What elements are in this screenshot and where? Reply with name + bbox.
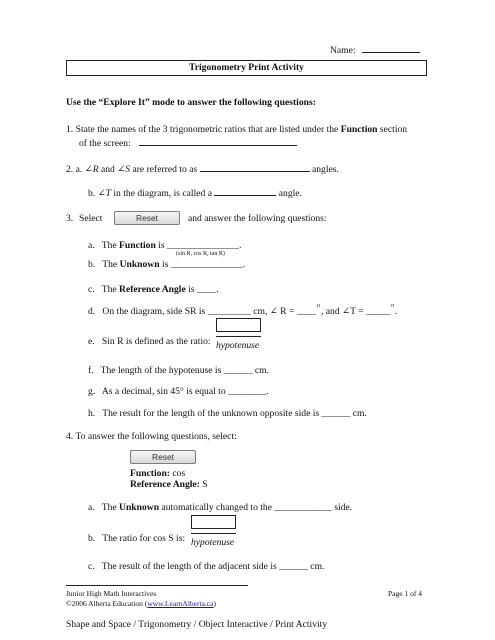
question-1 xyxy=(66,124,407,136)
q3a-post: is _______________. xyxy=(155,240,242,251)
q2b-angle-t: ∠T xyxy=(97,188,111,199)
q4-function-value: cos xyxy=(172,468,186,479)
q4-function-label: Function: xyxy=(130,468,170,479)
q4a xyxy=(88,502,352,514)
name-field xyxy=(330,43,420,57)
q3c xyxy=(88,284,219,296)
q3b-label: b. xyxy=(88,259,96,270)
q4-ref-value: S xyxy=(202,479,208,490)
numerator-box-2[interactable] xyxy=(191,515,236,529)
question-3-number: 3. xyxy=(66,213,74,224)
degree-symbol: o xyxy=(316,303,320,309)
q1-text: State the names of the 3 trigonometric ratios that are listed under the xyxy=(75,124,341,135)
q3g-text: As a decimal, sin 45° is equal to ________. xyxy=(101,386,269,397)
q3c-post: is ____. xyxy=(185,284,219,295)
q3-hint: (sin R, cos R, tan R) xyxy=(176,251,225,257)
q3f-label: f. xyxy=(88,365,94,376)
q3h xyxy=(88,408,367,420)
q4b xyxy=(88,533,185,545)
q4-function xyxy=(130,468,185,480)
q3h-text: The result for the length of the unknown opposite side is ______ cm. xyxy=(102,408,367,419)
reset-button-2[interactable]: Reset xyxy=(130,450,196,464)
q2a-label: 2. a. xyxy=(66,164,83,175)
q4c xyxy=(88,561,324,573)
q3c-label: c. xyxy=(88,284,95,295)
name-label: Name: xyxy=(330,45,356,56)
footer-rule xyxy=(66,585,248,586)
q3-select-label: Select xyxy=(79,213,103,224)
fraction-line xyxy=(216,336,261,337)
q3e-denominator: hypotenuse xyxy=(216,340,260,351)
q3d-text-2: , and ∠T = _____ xyxy=(320,306,390,317)
q4-reference xyxy=(130,479,208,491)
q2b-blank[interactable] xyxy=(214,186,276,196)
q3e xyxy=(88,336,211,348)
q3a-label: a. xyxy=(88,240,95,251)
q1-number: 1. xyxy=(66,124,74,135)
q3d xyxy=(88,303,398,318)
degree-symbol: o xyxy=(390,303,394,309)
q3g-label: g. xyxy=(88,386,96,397)
q3b xyxy=(88,259,245,271)
q4a-post: automatically changed to the ____________ side. xyxy=(159,502,353,513)
question-4 xyxy=(66,431,237,443)
q2a-and: and xyxy=(98,164,118,175)
q1-bold: Function xyxy=(340,124,378,135)
q3c-bold: Reference Angle xyxy=(119,284,186,295)
question-1-line-2 xyxy=(79,136,297,150)
q3a-pre: The xyxy=(101,240,120,251)
q2b-text: in the diagram, is called a xyxy=(110,188,215,199)
q2a-blank[interactable] xyxy=(200,162,310,172)
instructions: Use the “Explore It” mode to answer the following questions: xyxy=(66,97,316,108)
q2a-end: angles. xyxy=(309,164,339,175)
page-number: Page 1 of 4 xyxy=(388,589,422,598)
q3d-end: . xyxy=(394,306,398,317)
q3e-label: e. xyxy=(88,336,95,347)
reset-button[interactable]: Reset xyxy=(114,211,180,225)
q1-text-cont: of the screen: xyxy=(79,138,131,149)
q3d-text: On the diagram, side SR is _________ cm, ∠ R = ____ xyxy=(102,306,316,317)
q3a xyxy=(88,240,241,252)
q2a-angle-s: ∠S xyxy=(117,164,131,175)
copyright-close: ) xyxy=(213,599,216,608)
numerator-box[interactable] xyxy=(216,318,261,332)
footer-org: Junior High Math Interactives xyxy=(66,589,157,598)
q4-ref-label: Reference Angle: xyxy=(130,479,200,490)
q2a-text: are referred to as xyxy=(130,164,200,175)
q3f-text: The length of the hypotenuse is ______ cm. xyxy=(100,365,270,376)
q4c-label: c. xyxy=(88,561,95,572)
q2b-end: angle. xyxy=(276,188,302,199)
q4b-text: The ratio for cos S is: xyxy=(102,533,186,544)
q3b-pre: The xyxy=(102,259,120,270)
q3b-bold: Unknown xyxy=(119,259,160,270)
q1-blank[interactable] xyxy=(139,136,297,146)
q3h-label: h. xyxy=(88,408,96,419)
name-blank[interactable] xyxy=(362,43,420,53)
learnalberta-link[interactable]: www.LearnAlberta.ca xyxy=(147,599,214,608)
q4-text: To answer the following questions, select: xyxy=(75,431,237,442)
q2a-angle-r: ∠R xyxy=(84,164,99,175)
q3-after-text: and answer the following questions: xyxy=(188,213,327,224)
footer-breadcrumb: Shape and Space / Trigonometry / Object Interactive / Print Activity xyxy=(66,619,328,630)
q3g xyxy=(88,386,269,398)
q3f xyxy=(88,365,269,377)
q3a-bold: Function xyxy=(119,240,156,251)
q3c-pre: The xyxy=(101,284,120,295)
copyright-text: ©2006 Alberta Education ( xyxy=(66,599,148,608)
q4a-bold: Unknown xyxy=(119,502,160,513)
question-2b xyxy=(88,186,302,200)
q4a-label: a. xyxy=(88,502,95,513)
q4b-label: b. xyxy=(88,533,96,544)
q2b-label: b. xyxy=(88,188,96,199)
q3e-text: Sin R is defined as the ratio: xyxy=(101,336,211,347)
page-title: Trigonometry Print Activity xyxy=(66,60,427,76)
fraction-line-2 xyxy=(191,533,236,534)
q4c-text: The result of the length of the adjacent side is ______ cm. xyxy=(101,561,325,572)
q3d-label: d. xyxy=(88,306,96,317)
footer-copyright xyxy=(66,599,216,608)
q4b-denominator: hypotenuse xyxy=(191,537,235,548)
question-2a xyxy=(66,162,339,176)
q3b-post: is _______________. xyxy=(159,259,246,270)
q1-text-end: section xyxy=(377,124,408,135)
q4-number: 4. xyxy=(66,431,74,442)
q4a-pre: The xyxy=(101,502,120,513)
